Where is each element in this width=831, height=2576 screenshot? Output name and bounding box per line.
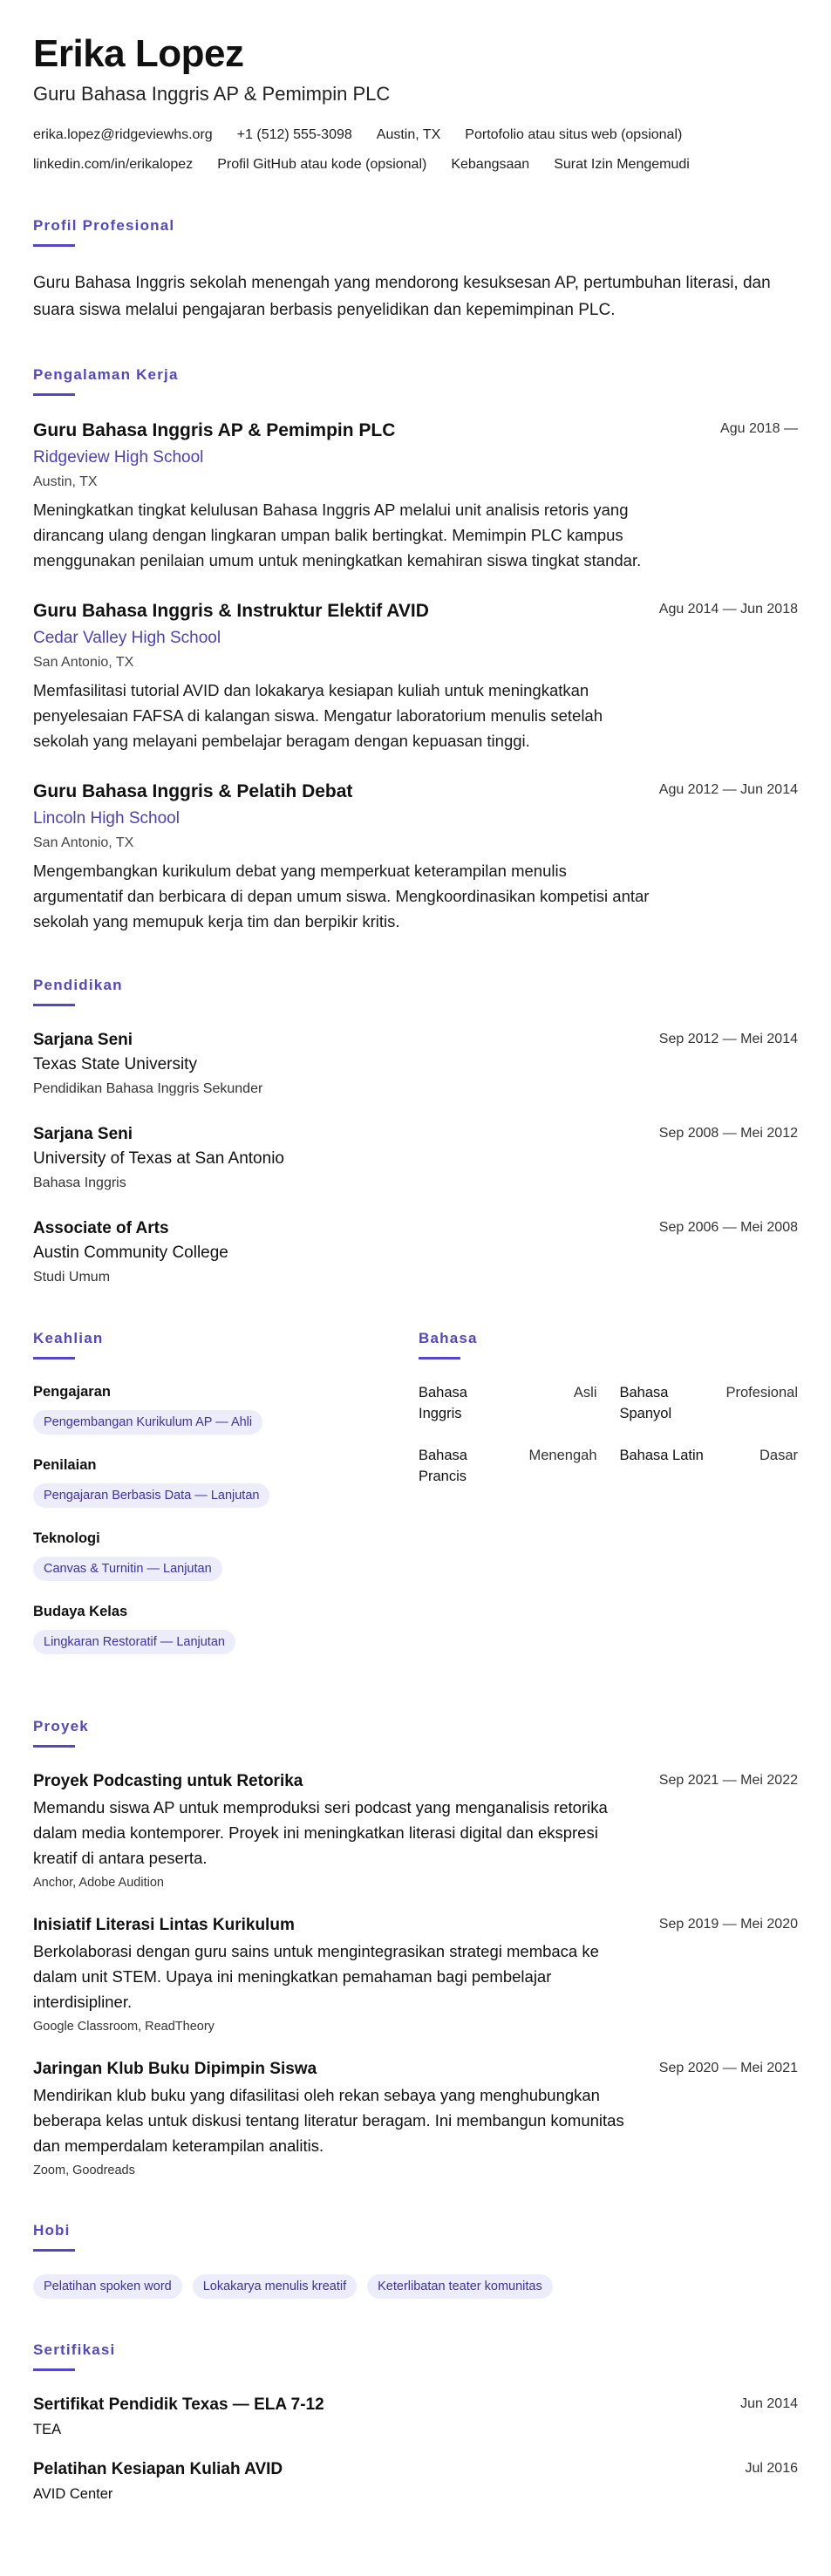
project-date: Sep 2019 — Mei 2020 <box>658 1917 798 1932</box>
certification-name: Pelatihan Kesiapan Kuliah AVID <box>33 2460 283 2478</box>
language-level: Asli <box>573 1385 597 1400</box>
field-of-study: Bahasa Inggris <box>33 1176 126 1190</box>
language-level: Profesional <box>725 1385 798 1400</box>
job-date: Agu 2018 — <box>720 421 798 436</box>
project-title: Proyek Podcasting untuk Retorika <box>33 1772 303 1790</box>
experience-entry <box>33 599 798 753</box>
project-description: Berkolaborasi dengan guru sains untuk mengintegrasikan strategi membaca ke dalam unit STEM. Upaya ini meningkatkan pemahaman bagi pembelajar interdisipliner. <box>33 1942 599 2011</box>
language-item <box>620 1382 799 1424</box>
section-divider <box>33 2368 75 2371</box>
summary-section <box>33 216 798 324</box>
project-entry <box>33 1770 798 1891</box>
section-title: Pengalaman Kerja <box>33 366 179 383</box>
hobbies-section <box>33 2221 798 2299</box>
contact-portfolio[interactable]: Portofolio atau situs web (opsional) <box>465 127 683 142</box>
language-name: Bahasa Latin <box>619 1448 704 1463</box>
section-title: Pendidikan <box>33 977 123 993</box>
resume-header <box>33 31 798 174</box>
candidate-headline: Guru Bahasa Inggris AP & Pemimpin PLC <box>33 83 391 105</box>
contact-drivers-license: Surat Izin Mengemudi <box>554 157 690 172</box>
language-name: Bahasa Prancis <box>419 1448 467 1484</box>
contact-linkedin[interactable]: linkedin.com/in/erikalopez <box>33 157 194 172</box>
education-section <box>33 976 798 1287</box>
education-date: Sep 2008 — Mei 2012 <box>658 1126 798 1141</box>
hobby-pill: Keterlibatan teater komunitas <box>367 2274 553 2299</box>
skills-column <box>33 1329 408 1675</box>
contact-phone[interactable]: +1 (512) 555-3098 <box>236 127 352 142</box>
project-tools: Anchor, Adobe Audition <box>33 1876 164 1890</box>
job-date: Agu 2014 — Jun 2018 <box>658 602 798 617</box>
section-title: Sertifikasi <box>33 2341 116 2358</box>
job-description: Memfasilitasi tutorial AVID dan lokakarya kesiapan kuliah untuk meningkatkan penyelesaian FAFSA di kalangan siswa. Mengatur laboratorium menulis setelah sekolah yang melayani pembelajar beragam dengan kepuasan tinggi. <box>33 681 603 750</box>
skill-group <box>33 1602 408 1654</box>
section-divider <box>33 393 75 396</box>
project-tools: Zoom, Goodreads <box>33 2164 135 2177</box>
job-description: Meningkatkan tingkat kelulusan Bahasa Inggris AP melalui unit analisis retoris yang dirancang ulang dengan lingkaran umpan balik bertingkat. Memimpin PLC kampus menggunakan penilaian umum untuk meningkatkan kemahiran siswa tingkat standar. <box>33 501 642 569</box>
projects-section <box>33 1717 798 2179</box>
certification-date: Jul 2016 <box>745 2461 798 2476</box>
project-description: Mendirikan klub buku yang difasilitasi oleh rekan sebaya yang menghubungkan beberapa kelas untuk diskusi tentang literatur beragam. Ini membangun komunitas dan memperdalam keterampilan analitis. <box>33 2086 624 2155</box>
job-title: Guru Bahasa Inggris & Pelatih Debat <box>33 781 353 801</box>
skill-group <box>33 1529 408 1581</box>
job-location: San Antonio, TX <box>33 655 134 670</box>
job-description: Mengembangkan kurikulum debat yang memperkuat keterampilan menulis argumentatif dan berbicara di depan umum siswa. Mengkoordinasikan kompetisi antar sekolah yang memupuk kerja tim dan berpikir kritis. <box>33 862 650 930</box>
degree: Sarjana Seni <box>33 1031 133 1049</box>
project-entry <box>33 2058 798 2179</box>
project-description: Memandu siswa AP untuk memproduksi seri podcast yang menganalisis retorika dalam media kontemporer. Proyek ini meningkatkan literasi digital dan ekspresi kreatif di antara peserta. <box>33 1798 608 1867</box>
field-of-study: Pendidikan Bahasa Inggris Sekunder <box>33 1081 263 1096</box>
languages-column <box>419 1329 798 1675</box>
experience-entry <box>33 419 798 573</box>
project-title: Jaringan Klub Buku Dipimpin Siswa <box>33 2060 317 2078</box>
degree: Sarjana Seni <box>33 1125 133 1143</box>
education-entry <box>33 1029 798 1099</box>
language-name: Bahasa Spanyol <box>619 1385 672 1421</box>
skills-languages-section <box>33 1329 798 1675</box>
section-divider <box>33 2249 75 2252</box>
job-location: Austin, TX <box>33 474 98 489</box>
section-divider <box>33 244 75 247</box>
skill-category: Budaya Kelas <box>33 1604 128 1619</box>
skill-pill: Pengajaran Berbasis Data — Lanjutan <box>33 1483 269 1508</box>
hobby-pill: Lokakarya menulis kreatif <box>193 2274 357 2299</box>
experience-entry <box>33 780 798 934</box>
project-date: Sep 2021 — Mei 2022 <box>658 1773 798 1788</box>
certification-issuer: TEA <box>33 2422 62 2437</box>
company-name: Lincoln High School <box>33 809 180 828</box>
certification-date: Jun 2014 <box>740 2396 798 2411</box>
skill-category: Pengajaran <box>33 1384 111 1400</box>
school-name: Austin Community College <box>33 1244 228 1262</box>
school-name: Texas State University <box>33 1055 197 1073</box>
section-divider <box>419 1357 460 1360</box>
section-title: Bahasa <box>419 1330 478 1346</box>
education-entry <box>33 1217 798 1287</box>
section-divider <box>33 1745 75 1748</box>
project-entry <box>33 1914 798 2035</box>
company-name: Cedar Valley High School <box>33 629 221 647</box>
skill-category: Penilaian <box>33 1457 97 1473</box>
skill-group <box>33 1455 408 1508</box>
skill-category: Teknologi <box>33 1530 100 1546</box>
job-title: Guru Bahasa Inggris AP & Pemimpin PLC <box>33 420 396 440</box>
job-location: San Antonio, TX <box>33 835 134 850</box>
section-divider <box>33 1004 75 1006</box>
certification-entry <box>33 2458 798 2504</box>
contact-location: Austin, TX <box>376 127 441 142</box>
project-title: Inisiatif Literasi Lintas Kurikulum <box>33 1916 295 1934</box>
language-level: Menengah <box>528 1448 597 1463</box>
degree: Associate of Arts <box>33 1219 169 1237</box>
certification-issuer: AVID Center <box>33 2486 113 2502</box>
job-date: Agu 2012 — Jun 2014 <box>658 782 798 797</box>
summary-text: Guru Bahasa Inggris sekolah menengah yang mendorong kesuksesan AP, pertumbuhan literasi, dan suara siswa melalui pengajaran berbasis penyelidikan dan kepemimpinan PLC. <box>33 274 771 319</box>
language-list <box>419 1382 798 1487</box>
job-title: Guru Bahasa Inggris & Instruktur Elektif AVID <box>33 601 429 621</box>
section-title: Hobi <box>33 2222 71 2239</box>
language-item <box>620 1445 799 1487</box>
hobby-pill: Pelatihan spoken word <box>33 2274 182 2299</box>
language-level: Dasar <box>759 1448 798 1463</box>
certification-name: Sertifikat Pendidik Texas — ELA 7-12 <box>33 2395 324 2414</box>
education-entry <box>33 1123 798 1193</box>
skill-pill: Pengembangan Kurikulum AP — Ahli <box>33 1410 262 1435</box>
language-name: Bahasa Inggris <box>419 1385 467 1421</box>
section-title: Keahlian <box>33 1330 104 1346</box>
company-name: Ridgeview High School <box>33 448 204 467</box>
language-item <box>419 1445 597 1487</box>
certifications-section <box>33 2341 798 2504</box>
section-title: Proyek <box>33 1718 89 1734</box>
language-item <box>419 1382 597 1424</box>
skill-pill: Canvas & Turnitin — Lanjutan <box>33 1557 222 1581</box>
skill-pill: Lingkaran Restoratif — Lanjutan <box>33 1630 235 1654</box>
section-divider <box>33 1357 75 1360</box>
contact-nationality: Kebangsaan <box>451 157 530 172</box>
candidate-name: Erika Lopez <box>33 32 244 75</box>
section-title: Profil Profesional <box>33 217 175 234</box>
contact-email[interactable]: erika.lopez@ridgeviewhs.org <box>33 127 213 142</box>
contact-list <box>33 126 800 174</box>
project-tools: Google Classroom, ReadTheory <box>33 2020 215 2034</box>
skill-group <box>33 1382 408 1435</box>
education-date: Sep 2012 — Mei 2014 <box>658 1032 798 1046</box>
school-name: University of Texas at San Antonio <box>33 1149 284 1168</box>
education-date: Sep 2006 — Mei 2008 <box>658 1220 798 1235</box>
project-date: Sep 2020 — Mei 2021 <box>658 2061 798 2075</box>
contact-github[interactable]: Profil GitHub atau kode (opsional) <box>217 157 427 172</box>
hobby-list <box>33 2274 798 2299</box>
field-of-study: Studi Umum <box>33 1270 111 1285</box>
experience-section <box>33 365 798 934</box>
certification-entry <box>33 2394 798 2439</box>
